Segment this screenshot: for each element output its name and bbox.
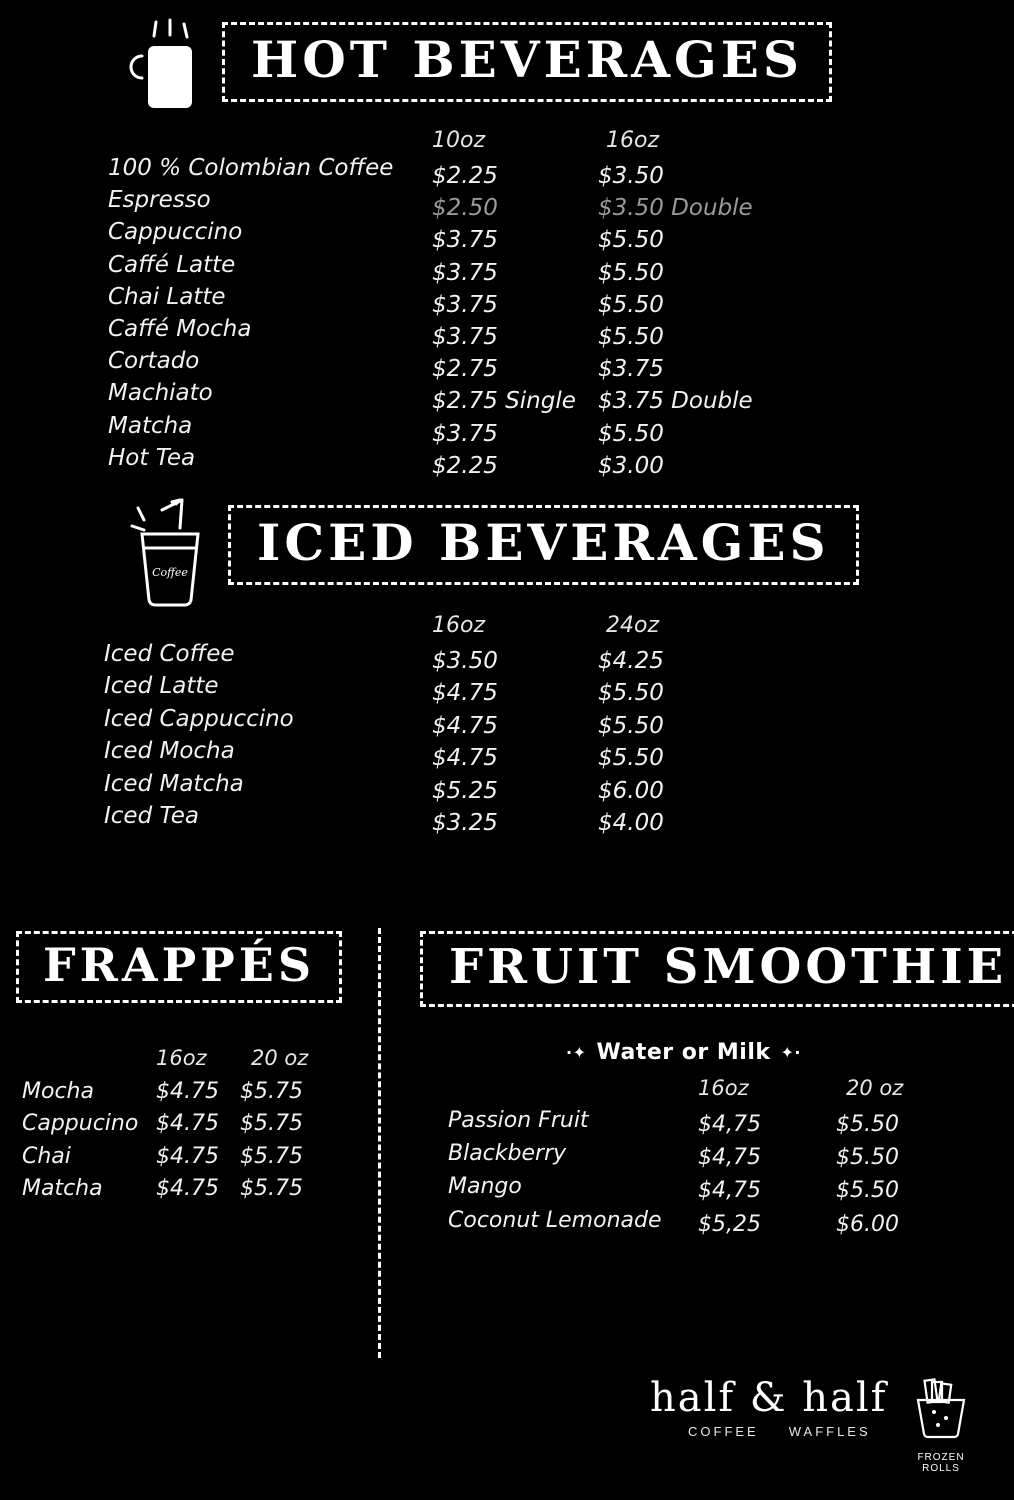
price-cell: $5.25 [432,777,498,804]
price-cell: $3.75 [598,356,664,383]
price-cell: $3.50 [598,163,664,189]
iced-item-names [104,638,294,832]
price-cell: $5.75 [240,1079,303,1104]
price-cell: $3.50 Double [598,195,753,222]
hot-beverages-title: HOT BEVERAGES [251,30,803,89]
brand-sub-waffles: WAFFLES [788,1424,871,1439]
list-item: Cortado [108,348,200,375]
frappes-prices-16oz [156,1076,219,1206]
price-cell: $5.50 [598,420,664,447]
iced-size-2: 24oz [606,613,660,638]
price-cell: $3.75 Double [598,388,753,415]
price-cell: $5.75 [240,1176,303,1202]
price-cell: $5.50 [836,1145,899,1171]
price-cell: $5.75 [240,1111,303,1137]
iced-cup-icon [118,494,218,613]
list-item: Caffé Latte [108,251,236,278]
brand-sub-coffee: COFFEE [688,1424,759,1439]
price-cell: $5.50 [598,291,664,318]
price-cell: $4.75 [432,745,498,772]
price-cell: $5.50 [836,1178,899,1204]
list-item: Blackberry [448,1141,567,1167]
fruit-smoothie-header [420,931,1014,1007]
price-cell: $3.75 [432,259,498,286]
list-item: Passion Fruit [448,1108,589,1133]
water-or-milk-label [566,1040,801,1065]
hot-size-headers [432,128,659,153]
price-cell: $3.75 [432,291,498,318]
price-cell: $4,75 [698,1112,761,1137]
list-item: Iced Mocha [104,738,235,765]
badge-line-2: ROLLS [922,1463,960,1474]
price-cell: $4.00 [598,810,664,837]
list-item: Iced Cappuccino [104,705,294,732]
iced-size-headers [432,613,659,638]
list-item: Caffé Mocha [108,316,252,343]
frappes-title: FRAPPÉS [43,938,316,992]
list-item: Coconut Lemonade [448,1207,662,1233]
hot-item-names [108,152,393,474]
list-item: Espresso [108,187,211,214]
list-item: Matcha [108,412,193,439]
iced-prices-24oz [598,645,664,839]
hot-prices-16oz [598,160,753,482]
price-cell: $5.50 [598,712,664,739]
frappes-size-2: 20 oz [250,1046,309,1070]
price-cell: $6.00 [598,777,664,804]
frappes-header [16,931,342,1003]
price-cell: $2.75 Single [432,388,576,415]
price-cell: $5.50 [598,259,664,286]
price-cell: $5.50 [598,745,664,772]
vertical-divider [378,928,381,1358]
list-item: Cappucino [22,1111,139,1137]
price-cell: $4.75 [156,1176,219,1202]
list-item: Mango [448,1174,522,1200]
price-cell: $2.50 [432,195,498,222]
price-cell: $5.50 [598,680,664,707]
price-cell: $4.25 [598,648,664,674]
frappes-size-headers [156,1046,308,1070]
iced-prices-16oz [432,645,498,839]
smoothie-size-headers [698,1076,903,1100]
iced-size-1: 16oz [432,613,486,638]
price-cell: $5.50 [598,324,664,351]
price-cell: $4.75 [156,1111,219,1137]
price-cell: $3.50 [432,648,498,674]
iced-beverages-header [228,505,859,585]
price-cell: $2.25 [432,452,498,479]
iced-beverages-title: ICED BEVERAGES [257,513,830,572]
list-item: Iced Matcha [104,770,244,797]
list-item: Iced Coffee [104,641,235,667]
brand-logo [650,1375,980,1474]
price-cell: $2.75 [432,356,498,383]
price-cell: $6.00 [836,1211,899,1237]
price-cell: $3.75 [432,420,498,447]
frappes-size-1: 16oz [156,1046,207,1070]
frozen-rolls-badge [902,1372,980,1474]
frappes-prices-20oz [240,1076,303,1206]
brand-name: half & half [650,1375,888,1421]
hot-size-2: 16oz [606,128,660,153]
price-cell: $5.75 [240,1143,303,1169]
price-cell: $3.00 [598,452,664,479]
list-item: Machiato [108,380,213,407]
sparkle-left-icon: ·✦ [566,1043,587,1062]
price-cell: $2.25 [432,163,498,189]
price-cell: $3.75 [432,324,498,351]
water-or-milk-text: Water or Milk [596,1040,771,1065]
hot-size-1: 10oz [432,128,486,153]
list-item: Iced Tea [104,803,199,830]
smoothie-prices-20oz [836,1108,899,1241]
smoothie-prices-16oz [698,1108,761,1241]
price-cell: $4,75 [698,1178,761,1204]
smoothie-size-1: 16oz [698,1076,749,1100]
price-cell: $4.75 [432,680,498,707]
price-cell: $3.25 [432,810,498,837]
list-item: Hot Tea [108,444,196,471]
price-cell: $5.50 [836,1112,899,1137]
sparkle-right-icon: ✦· [780,1043,801,1062]
fruit-smoothie-title: FRUIT SMOOTHIE [449,939,1008,995]
list-item: 100 % Colombian Coffee [108,155,394,181]
smoothie-size-2: 20 oz [845,1076,904,1100]
list-item: Mocha [22,1079,94,1104]
hot-cup-icon [112,18,212,122]
list-item: Chai [22,1143,71,1169]
price-cell: $4,75 [698,1145,761,1171]
list-item: Chai Latte [108,283,226,310]
svg-text:Coffee: Coffee [152,566,188,579]
frappes-item-names [22,1076,138,1206]
price-cell: $5,25 [698,1211,761,1237]
price-cell: $4.75 [432,712,498,739]
price-cell: $4.75 [156,1143,219,1169]
hot-prices-10oz [432,160,576,482]
list-item: Matcha [22,1176,103,1202]
badge-line-1: FROZEN [917,1452,965,1463]
price-cell: $4.75 [156,1079,219,1104]
list-item: Cappuccino [108,219,243,246]
price-cell: $5.50 [598,227,664,254]
hot-beverages-header [222,22,832,102]
list-item: Iced Latte [104,673,219,700]
price-cell: $3.75 [432,227,498,254]
smoothie-item-names [448,1104,662,1237]
